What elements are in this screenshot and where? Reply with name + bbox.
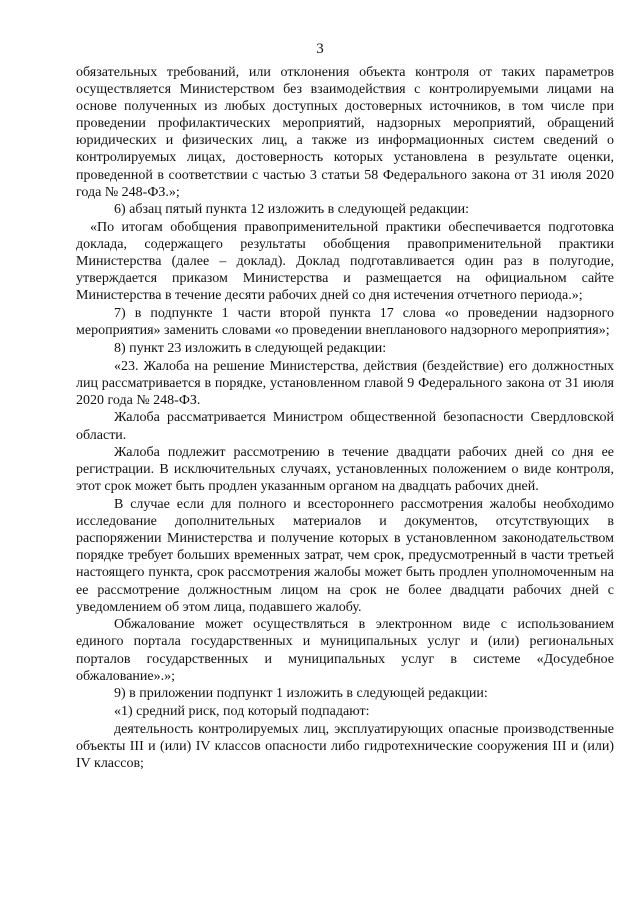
page-number: 3 — [316, 41, 324, 57]
paragraph: 7) в подпункте 1 части второй пункта 17 слова «о проведении надзорного мероприятия» заменить словами «о проведении внепланового надзорного мероприятия»; — [76, 306, 614, 339]
paragraph: 6) абзац пятый пункта 12 изложить в следующей редакции: — [114, 202, 470, 218]
paragraph: 9) в приложении подпункт 1 изложить в следующей редакции: — [114, 686, 488, 702]
paragraph: В случае если для полного и всестороннего рассмотрения жалобы необходимо исследование дополнительных материалов и документов, отсутствующих в распоряжении Министерства и получение которых в установленном законодательством порядке требует больших временных затрат, чем срок, предусмотренный в части третьей настоящего пункта, срок рассмотрения жалобы может быть продлен уполномоченным на ее рассмотрение должностным лицом на срок не более двадцати рабочих дней с уведомлением об этом лица, подавшего жалобу. — [76, 497, 614, 615]
paragraph: деятельность контролируемых лиц, эксплуатирующих опасные производственные объекты III и (или) IV классов опасности либо гидротехнические сооружения III и (или) IV классов; — [76, 721, 614, 771]
paragraph: «1) средний риск, под который подпадают: — [114, 704, 370, 719]
document-body — [76, 64, 614, 773]
paragraph: Обжалование может осуществляться в электронном виде с использованием единого портала государственных и муниципальных услуг и (или) региональных порталов государственных и муниципальных услуг в системе «Досудебное обжалование».»; — [76, 617, 614, 684]
paragraph: «23. Жалоба на решение Министерства, действия (бездействие) его должностных лиц рассматривается в порядке, установленном главой 9 Федерального закона от 31 июля 2020 года № 248-ФЗ. — [76, 358, 614, 408]
paragraph: Жалоба подлежит рассмотрению в течение двадцати рабочих дней со дня ее регистрации. В исключительных случаях, установленных положением о виде контроля, этот срок может быть продлен указанным органом на двадцать рабочих дней. — [76, 445, 614, 495]
paragraph: 8) пункт 23 изложить в следующей редакции: — [114, 340, 387, 356]
paragraph: «По итогам обобщения правоприменительной практики обеспечивается подготовка доклада, содержащего результаты обобщения правоприменительной практики Министерства (далее – доклад). Доклад подготавливается один раз в полугодие, утверждается приказом Министерства и размещается на официальном сайте Министерства в течение десяти рабочих дней со дня истечения отчетного периода.»; — [76, 220, 614, 304]
paragraph: Жалоба рассматривается Министром общественной безопасности Свердловской области. — [76, 410, 614, 443]
paragraph: обязательных требований, или отклонения объекта контроля от таких параметров осуществляется Министерством без взаимодействия с контролируемыми лицами на основе полученных из любых доступных достоверных источников, в том числе при проведении профилактических мероприятий, надзорных мероприятий, обращений юридических и физических лиц, а также из информационных систем сведений о контролируемых лицах, достоверность которых установлена в результате оценки, проведенной в соответствии с частью 3 статьи 58 Федерального закона от 31 июля 2020 года № 248-ФЗ.»; — [76, 65, 614, 200]
